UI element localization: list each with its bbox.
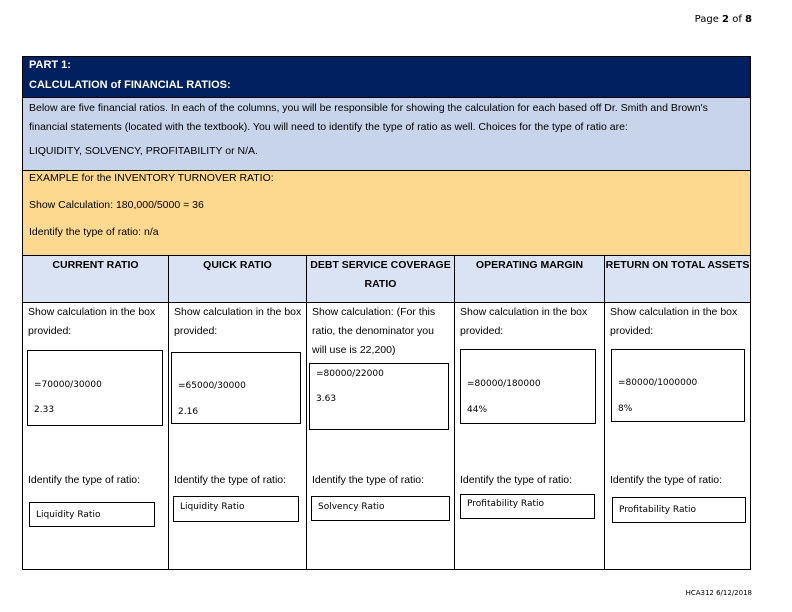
page-total: 8 bbox=[745, 14, 752, 25]
example-section bbox=[23, 170, 750, 255]
type-label: Identify the type of ratio: bbox=[28, 474, 141, 486]
calculation-formula: =70000/30000 bbox=[34, 380, 102, 390]
column-instruction: Show calculation in the box provided: bbox=[174, 306, 302, 337]
type-label: Identify the type of ratio: bbox=[174, 474, 287, 486]
calculation-result: 3.63 bbox=[316, 394, 337, 404]
calculation-box[interactable] bbox=[611, 349, 745, 422]
type-label: Identify the type of ratio: bbox=[460, 474, 573, 486]
column-instruction: Show calculation in the box provided: bbox=[28, 306, 156, 337]
type-label: Identify the type of ratio: bbox=[610, 474, 723, 486]
calculation-box[interactable] bbox=[171, 352, 301, 424]
type-label: Identify the type of ratio: bbox=[312, 474, 425, 486]
calculation-box[interactable] bbox=[309, 363, 449, 430]
column-instruction: Show calculation: (For this ratio, the denominator you will use is 22,200) bbox=[312, 306, 436, 356]
column-return-on-total-assets bbox=[605, 256, 750, 569]
page-number bbox=[695, 14, 752, 25]
page-prefix: Page bbox=[694, 14, 719, 25]
part-header bbox=[23, 57, 750, 97]
column-header: OPERATING MARGIN bbox=[455, 256, 604, 303]
column-operating-margin bbox=[455, 256, 605, 569]
column-header: DEBT SERVICE COVERAGE RATIO bbox=[307, 256, 454, 303]
calculation-result: 8% bbox=[618, 404, 633, 414]
column-instruction: Show calculation in the box provided: bbox=[610, 306, 738, 337]
calculation-formula: =80000/22000 bbox=[316, 369, 384, 379]
worksheet-table bbox=[22, 56, 751, 570]
part-title: PART 1: bbox=[29, 59, 71, 71]
calculation-result: 44% bbox=[467, 405, 488, 415]
calculation-box[interactable] bbox=[27, 350, 163, 426]
intro-text: Below are five financial ratios. In each of the columns, you will be responsible for showing the calculation for each based off Dr. Smith and Brown's financial statements (located with the textbook). You will need to identify the type of ratio as well. Choices for the type of ratio are: bbox=[29, 102, 708, 133]
page-of: of bbox=[732, 14, 742, 25]
intro-section bbox=[23, 97, 750, 170]
calculation-formula: =80000/180000 bbox=[467, 379, 541, 389]
ratio-choices: LIQUIDITY, SOLVENCY, PROFITABILITY or N/A. bbox=[29, 145, 258, 157]
calculation-result: 2.33 bbox=[34, 405, 55, 415]
type-answer-box[interactable]: Liquidity Ratio bbox=[29, 502, 155, 527]
type-answer-box[interactable]: Liquidity Ratio bbox=[173, 496, 299, 522]
calculation-result: 2.16 bbox=[178, 407, 199, 417]
example-type: Identify the type of ratio: n/a bbox=[29, 226, 159, 238]
ratio-columns bbox=[23, 255, 750, 569]
document-footer: HCA312 6/12/2018 bbox=[685, 589, 752, 597]
type-answer-box[interactable]: Profitability Ratio bbox=[460, 494, 595, 519]
page-current: 2 bbox=[722, 14, 730, 25]
calculation-formula: =80000/1000000 bbox=[618, 378, 698, 388]
example-title: EXAMPLE for the INVENTORY TURNOVER RATIO: bbox=[29, 172, 274, 184]
column-debt-service-coverage bbox=[307, 256, 455, 569]
calculation-box[interactable] bbox=[460, 349, 596, 424]
column-header: RETURN ON TOTAL ASSETS bbox=[605, 256, 750, 303]
type-answer-box[interactable]: Profitability Ratio bbox=[612, 497, 746, 523]
example-calc: Show Calculation: 180,000/5000 = 36 bbox=[29, 199, 204, 211]
column-header: CURRENT RATIO bbox=[23, 256, 168, 303]
column-current-ratio bbox=[23, 256, 169, 569]
column-header: QUICK RATIO bbox=[169, 256, 306, 303]
calculation-formula: =65000/30000 bbox=[178, 381, 246, 391]
column-instruction: Show calculation in the box provided: bbox=[460, 306, 588, 337]
part-subtitle: CALCULATION of FINANCIAL RATIOS: bbox=[29, 79, 231, 91]
column-quick-ratio bbox=[169, 256, 307, 569]
type-answer-box[interactable]: Solvency Ratio bbox=[311, 496, 450, 521]
